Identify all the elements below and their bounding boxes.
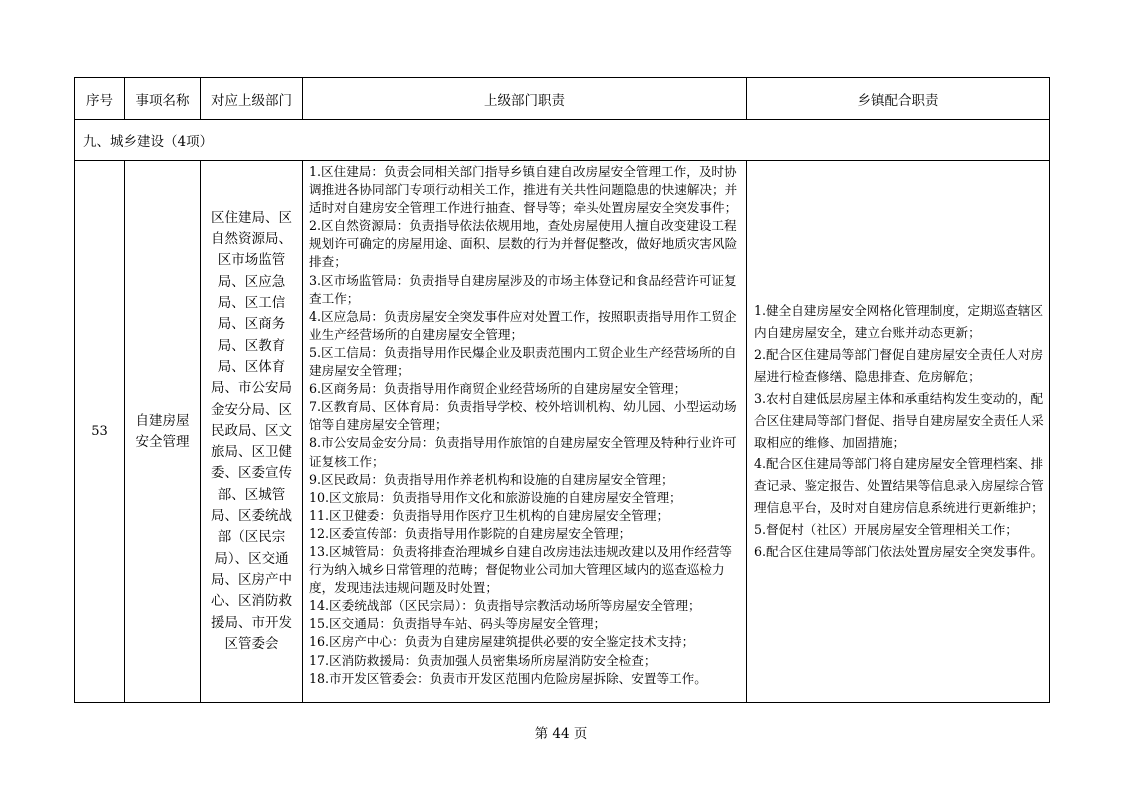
- duty-item: 1.区住建局：负责会同相关部门指导乡镇自建自改房屋安全管理工作，及时协调推进各协同部门专项行动相关工作，推进有关共性问题隐患的快速解决；并适时对自建房安全管理工作进行抽查、督导等；牵头处置房屋安全突发事件；: [309, 164, 738, 216]
- duty-item: 10.区文旅局：负责指导用作文化和旅游设施的自建房屋安全管理；: [309, 489, 682, 505]
- duty-item: 9.区民政局：负责指导用作养老机构和设施的自建房屋安全管理；: [309, 471, 674, 487]
- header-number: 序号: [75, 78, 125, 120]
- duty-item: 8.市公安局金安分局：负责指导用作旅馆的自建房屋安全管理及特种行业许可证复核工作；: [309, 435, 737, 469]
- town-duty-item: 2.配合区住建局等部门督促自建房屋安全责任人对房屋进行检查修缮、隐患排查、危房解危；: [754, 346, 1044, 384]
- section-title: 九、城乡建设（4项）: [75, 120, 1050, 161]
- table-header-row: [75, 78, 1050, 120]
- header-departments: 对应上级部门: [201, 78, 303, 120]
- row-item-name: 自建房屋安全管理: [125, 161, 201, 703]
- table-row: [75, 161, 1050, 703]
- duty-item: 16.区房产中心：负责为自建房屋建筑提供必要的安全鉴定技术支持；: [309, 634, 695, 650]
- header-item-name: 事项名称: [125, 78, 201, 120]
- duty-item: 12.区委宣传部：负责指导用作影院的自建房屋安全管理；: [309, 525, 632, 541]
- document-page: [74, 77, 1049, 703]
- duty-item: 14.区委统战部（区民宗局）：负责指导宗教活动场所等房屋安全管理；: [309, 598, 701, 614]
- town-duty-item: 4.配合区住建局等部门将自建房屋安全管理档案、排查记录、鉴定报告、处置结果等信息录入房屋综合管理信息平台，及时对自建房信息系统进行更新维护；: [754, 456, 1044, 516]
- duty-item: 3.区市场监管局：负责指导自建房屋涉及的市场主体登记和食品经营许可证复查工作；: [309, 272, 737, 306]
- row-departments: 区住建局、区自然资源局、区市场监管局、区应急局、区工信局、区商务局、区教育局、区体育局、市公安局金安分局、区民政局、区文旅局、区卫健委、区委宣传部、区城管局、区委统战部（区民宗局）、区交通局、区房产中心、区消防救援局、市开发区管委会: [201, 161, 303, 703]
- town-duty-item: 6.配合区住建局等部门依法处置房屋安全突发事件。: [754, 544, 1044, 560]
- duty-item: 4.区应急局：负责房屋安全突发事件应对处置工作，按照职责指导用作工贸企业生产经营场所的自建房屋安全管理；: [309, 308, 737, 342]
- duty-item: 7.区教育局、区体育局：负责指导学校、校外培训机构、幼儿园、小型运动场馆等自建房屋安全管理；: [309, 399, 737, 433]
- town-duty-item: 5.督促村（社区）开展房屋安全管理相关工作；: [754, 522, 1018, 538]
- header-duties: 上级部门职责: [303, 78, 747, 120]
- responsibility-table: [74, 77, 1050, 703]
- duty-item: 11.区卫健委：负责指导用作医疗卫生机构的自建房屋安全管理；: [309, 507, 670, 523]
- duty-item: 6.区商务局：负责指导用作商贸企业经营场所的自建房屋安全管理；: [309, 381, 687, 397]
- duty-item: 15.区交通局：负责指导车站、码头等房屋安全管理；: [309, 616, 607, 632]
- town-duty-item: 1.健全自建房屋安全网格化管理制度，定期巡查辖区内自建房屋安全，建立台账并动态更新；: [754, 303, 1044, 340]
- section-row: [75, 120, 1050, 161]
- duty-item: 17.区消防救援局：负责加强人员密集场所房屋消防安全检查；: [309, 652, 657, 668]
- duty-item: 2.区自然资源局：负责指导依法依规用地，查处房屋使用人擅自改变建设工程规划许可确定的房屋用途、面积、层数的行为并督促整改，做好地质灾害风险排查；: [309, 218, 738, 270]
- page-number: 第 44 页: [534, 726, 588, 742]
- duty-item: 18.市开发区管委会：负责市开发区范围内危险房屋拆除、安置等工作。: [309, 670, 707, 686]
- row-number: 53: [75, 161, 125, 703]
- duty-item: 5.区工信局：负责指导用作民爆企业及职责范围内工贸企业生产经营场所的自建房屋安全管理；: [309, 344, 737, 379]
- row-town-duties: [747, 161, 1050, 703]
- duty-item: 13.区城管局：负责将排查治理城乡自建自改房违法违规改建以及用作经营等行为纳入城乡日常管理的范畴；督促物业公司加大管理区域内的巡查巡检力度，发现违法违规问题及时处置；: [309, 543, 733, 596]
- town-duty-item: 3.农村自建低层房屋主体和承重结构发生变动的，配合区住建局等部门督促、指导自建房屋安全责任人采取相应的维修、加固措施；: [754, 390, 1044, 450]
- header-town-duties: 乡镇配合职责: [747, 78, 1050, 120]
- row-duties: [303, 161, 747, 703]
